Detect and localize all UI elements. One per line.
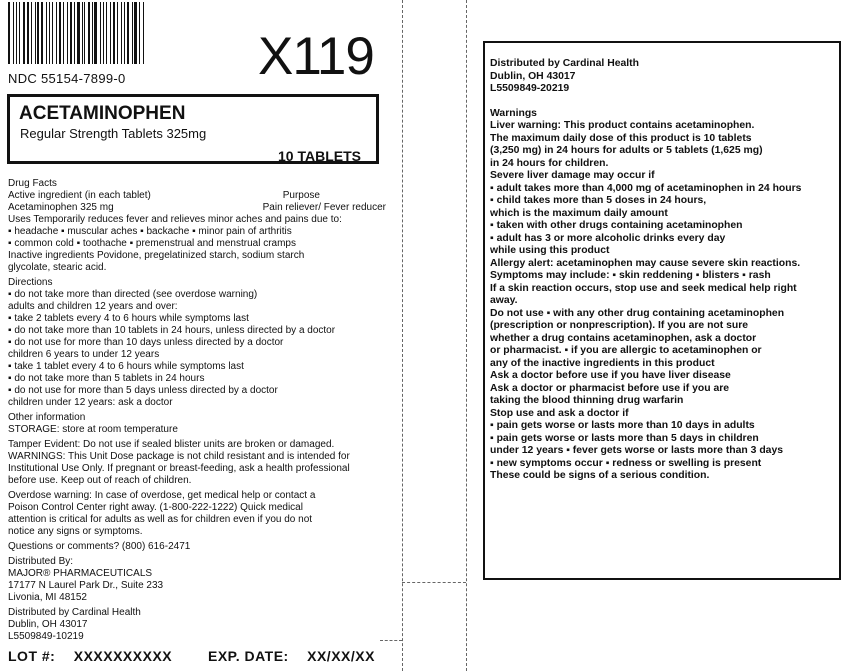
barcode-bar (127, 2, 128, 64)
barcode-bar (124, 2, 125, 64)
warning-line: ▪ child takes more than 5 doses in 24 hours, (490, 195, 707, 206)
warning-line: These could be signs of a serious condition. (490, 470, 710, 481)
warning-line: taking the blood thinning drug warfarin (490, 395, 684, 406)
barcode-bar (113, 2, 115, 64)
facts-line: ▪ do not take more than 10 tablets in 24 hours, unless directed by a doctor (8, 325, 336, 336)
facts-line: Poison Control Center right away. (1-800-222-1222) Quick medical (8, 502, 303, 513)
barcode-bar (13, 2, 14, 64)
purpose-header: Purpose (282, 190, 320, 201)
barcode-bar (134, 2, 136, 64)
warning-line: Do not use ▪ with any other drug containing acetaminophen (490, 307, 785, 319)
facts-line: Institutional Use Only. If pregnant or breast-feeding, ask a health professional (8, 463, 350, 474)
exp-value: XX/XX/XX (307, 648, 375, 664)
facts-line (8, 190, 392, 202)
facts-line: ▪ do not use for more than 5 days unless directed by a doctor (8, 385, 278, 396)
cut-line (466, 0, 467, 671)
barcode-bar (117, 2, 118, 64)
facts-line: attention is critical for adults as well as for children even if you do not (8, 514, 313, 525)
warning-line: which is the maximum daily amount (490, 207, 668, 219)
barcode-bar (59, 2, 61, 64)
facts-line: adults and children 12 years and over: (8, 301, 178, 312)
purpose-value: Pain reliever/ Fever reducer (262, 202, 386, 213)
facts-line: ▪ take 2 tablets every 4 to 6 hours while symptoms last (8, 313, 249, 324)
ndc-number: NDC 55154-7899-0 (8, 71, 126, 86)
warning-line: Stop use and ask a doctor if (490, 407, 629, 419)
facts-line: Livonia, MI 48152 (8, 592, 87, 603)
warning-line: ▪ pain gets worse or lasts more than 10 days in adults (490, 420, 755, 431)
barcode-bar (94, 2, 96, 64)
facts-line: Drug Facts (8, 178, 57, 189)
facts-line: children 6 years to under 12 years (8, 349, 160, 360)
facts-line: children under 12 years: ask a doctor (8, 397, 173, 408)
barcode-bar (37, 2, 38, 64)
warning-line: (prescription or nonprescription). If you are not sure (490, 320, 749, 331)
lot-number (8, 648, 172, 664)
facts-line: Questions or comments? (800) 616-2471 (8, 541, 191, 552)
barcode-bar (41, 2, 43, 64)
exp-label: EXP. DATE: (208, 648, 289, 664)
facts-line: WARNINGS: This Unit Dose package is not child resistant and is intended for (8, 451, 350, 462)
warnings-text (490, 58, 840, 483)
facts-line: before use. Keep out of reach of children. (8, 475, 192, 486)
facts-line: Tamper Evident: Do not use if sealed blister units are broken or damaged. (8, 439, 335, 450)
expiration-date (208, 648, 375, 664)
barcode-bar (121, 2, 122, 64)
warning-line: ▪ adult has 3 or more alcoholic drinks every day (490, 232, 726, 244)
warning-line: away. (490, 295, 518, 306)
facts-line (8, 202, 392, 214)
barcode-bar (103, 2, 104, 64)
facts-line: Uses Temporarily reduces fever and relieves minor aches and pains due to: (8, 214, 342, 225)
barcode-bar (74, 2, 75, 64)
warning-line: Ask a doctor before use if you have liver disease (490, 370, 731, 381)
warning-line: If a skin reaction occurs, stop use and seek medical help right (490, 282, 797, 294)
barcode-bar (16, 2, 17, 64)
lot-value: XXXXXXXXXX (73, 648, 173, 664)
product-code: X119 (258, 27, 374, 86)
cut-line (402, 0, 403, 671)
warning-line: The maximum daily dose of this product is 10 tablets (490, 132, 752, 144)
warning-line: Allergy alert: acetaminophen may cause severe skin reactions. (490, 257, 801, 269)
barcode-bar (27, 2, 28, 64)
warning-line: whether a drug contains acetaminophen, ask a doctor (490, 332, 757, 344)
facts-line: ▪ do not take more than 5 tablets in 24 hours (8, 373, 205, 384)
warning-line: ▪ pain gets worse or lasts more than 5 days in children (490, 432, 759, 444)
facts-line: L5509849-10219 (8, 631, 84, 642)
facts-line: notice any signs or symptoms. (8, 526, 143, 537)
barcode-bar (49, 2, 50, 64)
barcode-bar (100, 2, 101, 64)
warning-line: (3,250 mg) in 24 hours for adults or 5 tablets (1,625 mg) (490, 145, 763, 156)
lot-label: LOT #: (8, 648, 56, 664)
warning-line: ▪ taken with other drugs containing acetaminophen (490, 220, 743, 231)
barcode-bar (132, 2, 133, 64)
facts-line: ▪ headache ▪ muscular aches ▪ backache ▪ minor pain of arthritis (8, 226, 292, 237)
barcode-bar (139, 2, 140, 64)
warning-line: Warnings (490, 107, 537, 119)
facts-line: Directions (8, 277, 53, 288)
barcode-bar (23, 2, 25, 64)
facts-line: 17177 N Laurel Park Dr., Suite 233 (8, 580, 164, 591)
facts-line: Overdose warning: In case of overdose, get medical help or contact a (8, 490, 316, 501)
product-name: ACETAMINOPHEN (19, 103, 186, 124)
barcode-bar (92, 2, 93, 64)
barcode-bar (82, 2, 83, 64)
barcode-bar (19, 2, 20, 64)
facts-text: Acetaminophen 325 mg (8, 202, 114, 213)
warning-line: Distributed by Cardinal Health (490, 58, 639, 69)
warning-line: L5509849-20219 (490, 83, 570, 94)
barcode-bar (35, 2, 36, 64)
warning-line (490, 96, 840, 108)
facts-line: glycolate, stearic acid. (8, 262, 107, 273)
facts-line: STORAGE: store at room temperature (8, 424, 178, 435)
barcode-bar (67, 2, 68, 64)
barcode-bar (84, 2, 85, 64)
barcode-bar (52, 2, 53, 64)
warning-line: in 24 hours for children. (490, 157, 609, 169)
warning-line: Ask a doctor or pharmacist before use if you are (490, 382, 730, 394)
facts-line: Inactive ingredients Povidone, pregelatinized starch, sodium starch (8, 250, 305, 261)
facts-line: ▪ take 1 tablet every 4 to 6 hours while symptoms last (8, 361, 244, 372)
warning-line: Liver warning: This product contains acetaminophen. (490, 120, 755, 131)
barcode-bar (70, 2, 71, 64)
barcode-bar (143, 2, 144, 64)
facts-line: MAJOR® PHARMACEUTICALS (8, 568, 153, 579)
barcode-bar (77, 2, 79, 64)
product-strength: Regular Strength Tablets 325mg (20, 126, 207, 141)
warning-line: any of the inactive ingredients in this product (490, 357, 715, 369)
cut-mark (402, 582, 466, 583)
barcode-bar (106, 2, 107, 64)
warning-line: Dublin, OH 43017 (490, 70, 576, 82)
barcode-bar (46, 2, 47, 64)
cut-mark (380, 640, 402, 641)
warning-line: while using this product (490, 245, 610, 256)
facts-line: ▪ do not use for more than 10 days unless directed by a doctor (8, 337, 284, 348)
warning-line: ▪ new symptoms occur ▪ redness or swelling is present (490, 457, 762, 469)
facts-line: Distributed By: (8, 556, 74, 567)
warning-line: Symptoms may include: ▪ skin reddening ▪ blisters ▪ rash (490, 270, 771, 281)
drug-facts (8, 178, 392, 643)
barcode-bar (8, 2, 10, 64)
facts-line: ▪ do not take more than directed (see overdose warning) (8, 289, 258, 300)
facts-text: Active ingredient (in each tablet) (8, 190, 151, 201)
warning-line: ▪ adult takes more than 4,000 mg of acetaminophen in 24 hours (490, 182, 802, 194)
warning-line: or pharmacist. ▪ if you are allergic to acetaminophen or (490, 345, 762, 356)
barcode-bar (63, 2, 64, 64)
facts-line: Other information (8, 412, 86, 423)
warning-line: under 12 years ▪ fever gets worse or lasts more than 3 days (490, 445, 784, 456)
facts-line: Distributed by Cardinal Health (8, 607, 141, 618)
barcode-bar (56, 2, 57, 64)
barcode-bar (31, 2, 32, 64)
facts-line: Dublin, OH 43017 (8, 619, 88, 630)
warning-line: Severe liver damage may occur if (490, 170, 655, 181)
barcode-bar (88, 2, 89, 64)
barcode-bar (110, 2, 111, 64)
barcode (8, 2, 146, 64)
facts-line: ▪ common cold ▪ toothache ▪ premenstrual and menstrual cramps (8, 238, 296, 249)
tablet-count: 10 TABLETS (278, 148, 361, 164)
